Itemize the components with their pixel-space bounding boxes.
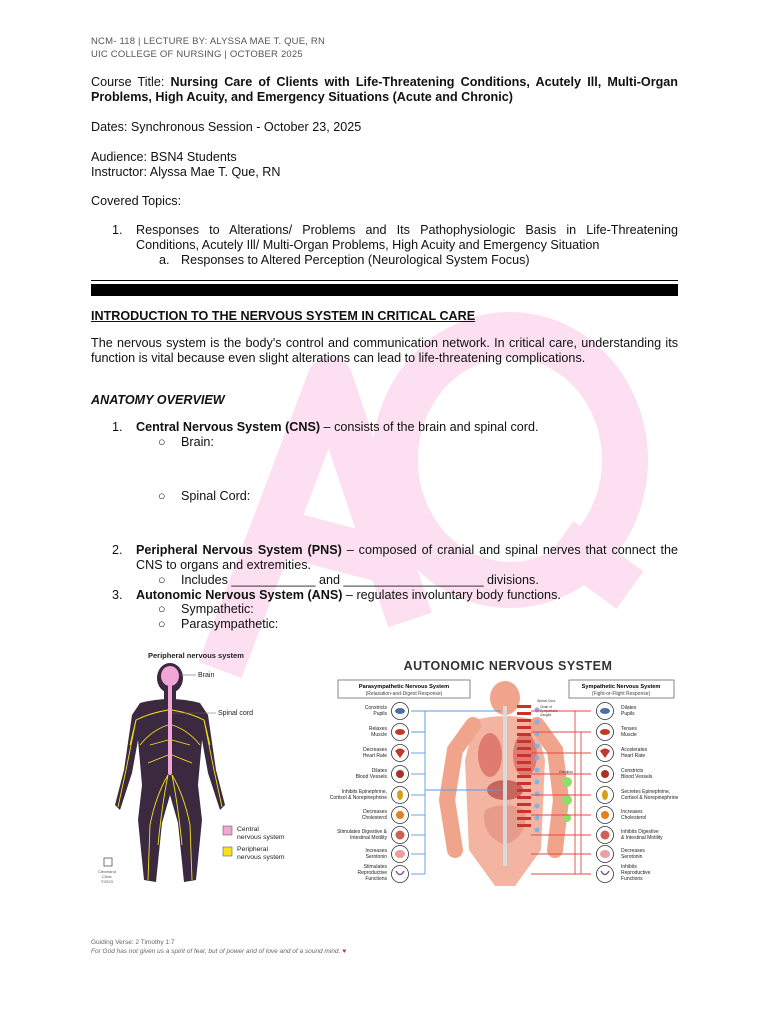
bullet: ○	[158, 489, 166, 503]
symp-label-5: Secretes Epinephrine, Cortisol & Norepinephrine	[621, 789, 679, 801]
sympathetic-organ-icons	[597, 703, 614, 883]
fig1-brain-label: Brain	[198, 672, 215, 679]
para-label-1: Constricts Pupils	[364, 705, 387, 717]
cns-term: Central Nervous System (CNS)	[136, 420, 321, 434]
topic-number-1: 1.	[112, 223, 123, 237]
guiding-verse-text	[91, 948, 346, 955]
bullet: ○	[158, 435, 166, 449]
para-label-3: Decreases Heart Rate	[362, 747, 387, 759]
list-item-cns	[136, 420, 538, 435]
bullet: ○	[158, 617, 166, 631]
legend-central-label: Central nervous system	[237, 826, 285, 841]
covered-topics-label: Covered Topics:	[91, 194, 182, 208]
symp-label-3: Accelerates Heart Rate	[621, 747, 648, 759]
cns-definition: – consists of the brain and spinal cord.	[320, 420, 539, 434]
symp-label-2: Tenses Muscle	[621, 726, 637, 738]
fig1-title: Peripheral nervous system	[148, 651, 244, 660]
para-label-4: Dilates Blood Vessels	[355, 768, 387, 780]
bullet: ○	[158, 602, 166, 616]
para-label-8: Increases Serotonin	[365, 848, 387, 860]
para-label-7: Stimulates Digestive & Intestinal Motility	[336, 829, 387, 841]
fig2-title: AUTONOMIC NERVOUS SYSTEM	[403, 659, 613, 673]
section-title: INTRODUCTION TO THE NERVOUS SYSTEM IN CRITICAL CARE	[91, 309, 476, 323]
subtopic-marker: a.	[159, 253, 170, 267]
parasympathetic-header-title: Parasympathetic Nervous System	[358, 684, 450, 690]
symp-label-8: Decreases Serotonin	[621, 848, 645, 860]
spinal-cord-tag: Spinal Cord	[537, 699, 556, 703]
pns-divisions-blank: Includes ____________ and ____________________ divisions.	[181, 573, 539, 587]
symp-label-7: Inhibits Digestive & Intestinal Motility	[621, 829, 663, 841]
intro-paragraph: The nervous system is the body's control and communication network. In critical care, understanding its function is vital because even slight alterations can lead to life-threatening complications.	[91, 336, 678, 365]
autonomic-nervous-system-figure	[305, 650, 710, 890]
bullet: ○	[158, 573, 166, 587]
para-label-2: Relaxes Muscle	[368, 726, 387, 738]
course-title-text: Nursing Care of Clients with Life-Threatening Conditions, Acutely Ill, Multi-Organ Problems, High Acuity, and Emergency Situations (Acute and Chronic)	[91, 75, 678, 104]
symp-label-1: Dilates Pupils	[621, 705, 637, 717]
guiding-verse-label: Guiding Verse: 2 Timothy 1:7	[91, 939, 175, 946]
legend-peripheral-label: Peripheral nervous system	[237, 846, 285, 861]
list-item-pns	[136, 543, 678, 573]
parasympathetic-effect-labels	[330, 705, 388, 882]
ganglion-tag: Ganglion	[559, 770, 574, 774]
para-label-9: Stimulates Reproductive Functions	[357, 864, 387, 882]
instructor: Instructor: Alyssa Mae T. Que, RN	[91, 165, 281, 179]
sympathetic-header-title: Sympathetic Nervous System	[581, 684, 661, 690]
anatomy-title: ANATOMY OVERVIEW	[91, 393, 225, 407]
spinal-cord-label: Spinal Cord:	[181, 489, 251, 503]
para-label-5: Inhibits Epinephrine, Cortisol & Norepinephrine	[329, 789, 387, 801]
divider-thin	[91, 280, 678, 281]
heart-icon: ♥	[342, 948, 347, 955]
ans-term: Autonomic Nervous System (ANS)	[136, 588, 343, 602]
sympathetic-label: Sympathetic:	[181, 602, 254, 616]
cleveland-clinic-logo-text: Cleveland Clinic ©2023	[98, 869, 116, 884]
subtopic-item-a: Responses to Altered Perception (Neurological System Focus)	[181, 253, 530, 267]
divider-thick	[91, 284, 678, 296]
guiding-verse-quote: For God has not given us a spirit of fear, but of power and of love and of a sound mind.	[91, 948, 341, 955]
list-number-2: 2.	[112, 543, 123, 557]
chain-ganglia-tag: Chain of Sympathetic Ganglia	[540, 705, 558, 717]
para-label-6: Decreases Cholesterol	[361, 809, 387, 821]
dates: Dates: Synchronous Session - October 23, 2025	[91, 120, 362, 134]
symp-label-4: Constricts Blood Vessels	[621, 768, 653, 780]
audience: Audience: BSN4 Students	[91, 150, 237, 164]
symp-label-9: Inhibits Reproductive Functions	[621, 864, 651, 882]
course-title-label: Course Title:	[91, 75, 171, 89]
sympathetic-header-sub: (Fight-or-Flight Response)	[591, 691, 651, 697]
sympathetic-effect-labels	[621, 705, 678, 882]
parasympathetic-organ-icons	[392, 703, 409, 883]
parasympathetic-label: Parasympathetic:	[181, 617, 279, 631]
list-number-3: 3.	[112, 588, 123, 602]
brain-label: Brain:	[181, 435, 214, 449]
parasympathetic-header-sub: (Relaxation-and-Digest Response)	[365, 691, 443, 697]
list-item-ans	[136, 588, 561, 603]
course-title	[91, 75, 678, 105]
pns-term: Peripheral Nervous System (PNS)	[136, 543, 342, 557]
legend-peripheral-swatch	[223, 847, 232, 856]
pns-definition: – composed of cranial and spinal nerves that connect the CNS to organs and extremities.	[136, 543, 679, 572]
legend-central-swatch	[223, 826, 232, 835]
brain-icon	[161, 666, 179, 686]
peripheral-nervous-system-figure	[90, 645, 305, 890]
header-college-line: UIC COLLEGE OF NURSING | OCTOBER 2025	[91, 49, 303, 60]
list-number-1: 1.	[112, 420, 123, 434]
spinal-cord-icon	[168, 685, 172, 775]
header-course-line: NCM- 118 | LECTURE BY: ALYSSA MAE T. QUE, RN	[91, 36, 326, 47]
cleveland-clinic-logo-icon	[104, 858, 112, 866]
ans-definition: – regulates involuntary body functions.	[342, 588, 561, 602]
symp-label-6: Increases Cholesterol	[621, 809, 647, 821]
topic-item-1: Responses to Alterations/ Problems and Its Pathophysiologic Basis in Life-Threatening Conditions, Acutely Ill/ Multi-Organ Problems, High Acuity and Emergency Situation	[136, 223, 678, 252]
fig1-spinal-label: Spinal cord	[218, 710, 254, 717]
